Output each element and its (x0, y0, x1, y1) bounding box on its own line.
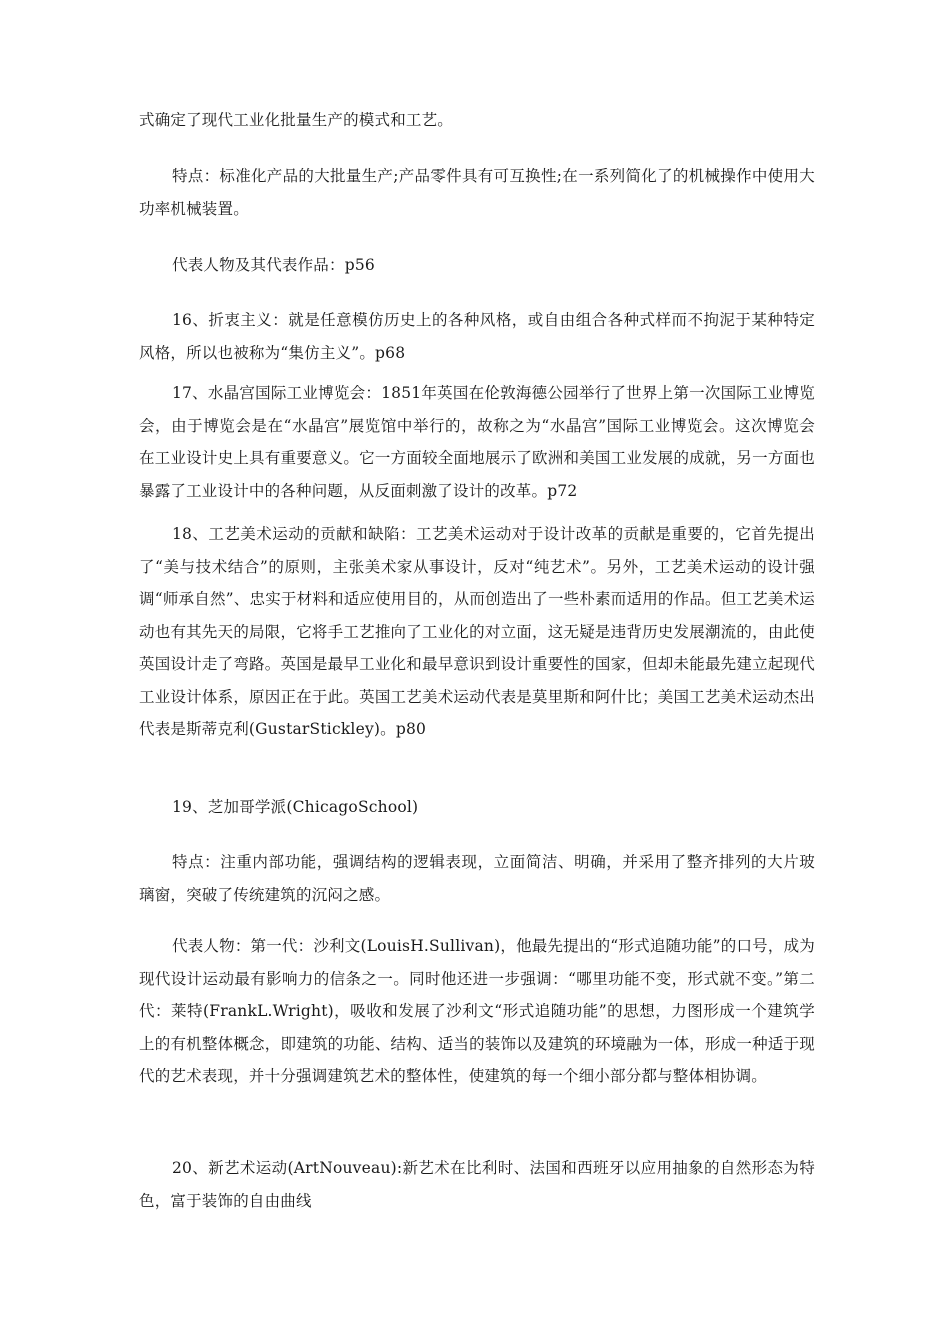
paragraph-features: 特点：标准化产品的大批量生产;产品零件具有可互换性;在一系列简化了的机械操作中使用大功率机械装置。 (139, 167, 815, 218)
paragraph-chicago-representatives: 代表人物：第一代：沙利文(LouisH.Sullivan)，他最先提出的“形式追随功能”的口号，成为现代设计运动最有影响力的信条之一。同时他还进一步强调：“哪里功能不变，形式就不变。”第二代：莱特(FrankL.Wright)，吸收和发展了沙利文“形式追随功能”的思想，力图形成一个建筑学上的有机整体概念，即建筑的功能、结构、适当的装饰以及建筑的环境融为一体，形成一种适于现代的艺术表现，并十分强调建筑艺术的整体性，使建筑的每一个细小部分都与整体相协调。 (139, 937, 815, 1085)
paragraph-item-18: 18、工艺美术运动的贡献和缺陷：工艺美术运动对于设计改革的贡献是重要的，它首先提出了“美与技术结合”的原则，主张美术家从事设计，反对“纯艺术”。另外，工艺美术运动的设计强调“师承自然”、忠实于材料和适应使用目的，从而创造出了一些朴素而适用的作品。但工艺美术运动也有其先天的局限，它将手工艺推向了工业化的对立面，这无疑是违背历史发展潮流的，由此使英国设计走了弯路。英国是最早工业化和最早意识到设计重要性的国家，但却未能最先建立起现代工业设计体系，原因正在于此。英国工艺美术运动代表是莫里斯和阿什比；美国工艺美术运动杰出代表是斯蒂克利(GustarStickley)。p80 (139, 525, 815, 738)
paragraph-item-19: 19、芝加哥学派(ChicagoSchool) (172, 798, 419, 816)
paragraph-representatives: 代表人物及其代表作品：p56 (172, 256, 375, 274)
paragraph-item-20: 20、新艺术运动(ArtNouveau):新艺术在比利时、法国和西班牙以应用抽象的自然形态为特色，富于装饰的自由曲线 (139, 1159, 815, 1210)
paragraph-item-17: 17、水晶宫国际工业博览会：1851年英国在伦敦海德公园举行了世界上第一次国际工业博览会，由于博览会是在“水晶宫”展览馆中举行的，故称之为“水晶宫”国际工业博览会。这次博览会在工业设计史上具有重要意义。它一方面较全面地展示了欧洲和美国工业发展的成就，另一方面也暴露了工业设计中的各种问题，从反面刺激了设计的改革。p72 (139, 384, 815, 500)
paragraph-chicago-features: 特点：注重内部功能，强调结构的逻辑表现，立面简洁、明确，并采用了整齐排列的大片玻璃窗，突破了传统建筑的沉闷之感。 (139, 853, 815, 904)
paragraph-continuation: 式确定了现代工业化批量生产的模式和工艺。 (139, 111, 454, 129)
paragraph-item-16: 16、折衷主义：就是任意模仿历史上的各种风格，或自由组合各种式样而不拘泥于某种特定风格，所以也被称为“集仿主义”。p68 (139, 311, 815, 362)
